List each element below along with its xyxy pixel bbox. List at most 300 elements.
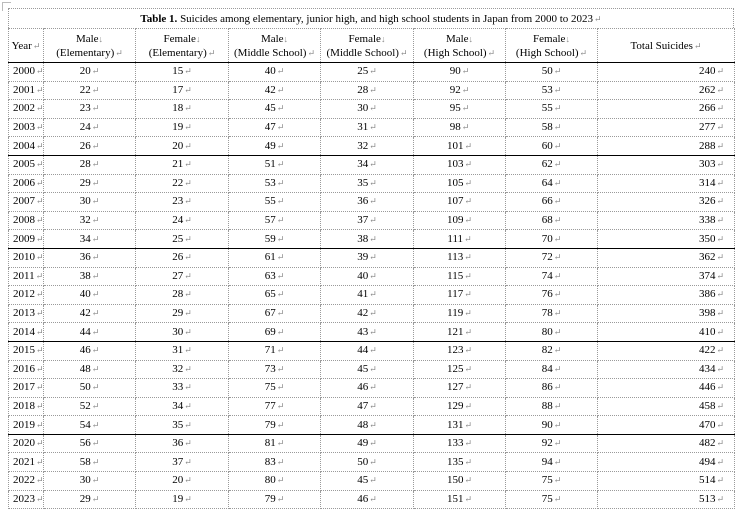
paragraph-mark: ↵ [716, 177, 724, 188]
count-cell [321, 434, 414, 453]
cell-value: 2023 [13, 492, 35, 505]
count-cell [136, 248, 229, 267]
count-cell [321, 155, 414, 174]
cell-value: 37 [172, 455, 184, 468]
count-cell [229, 434, 321, 453]
paragraph-mark: ↵ [461, 103, 470, 114]
cell-value: 23 [172, 195, 184, 208]
column-header-title: Total Suicides [630, 39, 693, 52]
count-cell [44, 248, 136, 267]
table-row [9, 304, 735, 323]
paragraph-mark: ↵ [716, 456, 724, 467]
paragraph-mark: ↵ [716, 363, 724, 374]
paragraph-mark: ↵ [91, 140, 100, 151]
paragraph-mark: ↵ [36, 233, 44, 244]
paragraph-mark: ↵ [276, 289, 285, 300]
paragraph-mark: ↵ [369, 345, 377, 356]
count-cell [229, 286, 321, 305]
paragraph-mark: ↵ [91, 419, 100, 430]
count-cell [229, 323, 321, 342]
total-cell [598, 211, 735, 230]
paragraph-mark: ↵ [369, 66, 377, 77]
count-cell [321, 472, 414, 491]
count-cell [414, 304, 506, 323]
count-cell [229, 267, 321, 286]
line-break-mark: ↓ [468, 33, 474, 44]
cell-value: 2017 [13, 381, 35, 394]
count-cell [136, 490, 229, 509]
paragraph-mark: ↵ [36, 140, 44, 151]
cell-value: 31 [172, 344, 184, 357]
paragraph-mark: ↵ [716, 103, 724, 114]
cell-value: 28 [172, 288, 184, 301]
count-cell [506, 286, 598, 305]
count-cell [506, 248, 598, 267]
suicide-statistics-table [8, 28, 735, 509]
paragraph-mark: ↵ [553, 456, 562, 467]
paragraph-mark: ↵ [369, 419, 377, 430]
paragraph-mark: ↵ [36, 326, 44, 337]
paragraph-mark: ↵ [369, 326, 377, 337]
paragraph-mark: ↵ [553, 84, 562, 95]
paragraph-mark: ↵ [184, 363, 192, 374]
paragraph-mark: ↵ [553, 326, 562, 337]
column-header-subtitle: (Elementary) [56, 46, 115, 59]
count-cell [414, 341, 506, 360]
paragraph-mark: ↵ [716, 326, 724, 337]
cell-value: 29 [172, 307, 184, 320]
table-row [9, 230, 735, 249]
count-cell [506, 453, 598, 472]
count-cell [44, 286, 136, 305]
line-break-mark: ↓ [283, 33, 289, 44]
header-row [9, 29, 735, 63]
cell-value: 277 [698, 121, 716, 134]
cell-value: 29 [79, 492, 91, 505]
count-cell [506, 174, 598, 193]
count-cell [136, 63, 229, 82]
paragraph-mark: ↵ [553, 215, 562, 226]
paragraph-mark: ↵ [369, 196, 377, 207]
table-row [9, 453, 735, 472]
count-cell [229, 341, 321, 360]
cell-value: 42 [79, 307, 91, 320]
cell-value: 22 [172, 176, 184, 189]
cell-value: 44 [357, 344, 369, 357]
count-cell [321, 490, 414, 509]
paragraph-mark: ↵ [553, 196, 562, 207]
total-cell [598, 230, 735, 249]
count-cell [321, 341, 414, 360]
count-cell [229, 174, 321, 193]
count-cell [229, 304, 321, 323]
paragraph-mark: ↵ [276, 140, 285, 151]
cell-value: 28 [79, 158, 91, 171]
paragraph-mark: ↵ [464, 289, 472, 300]
paragraph-mark: ↵ [36, 289, 44, 300]
cell-value: 17 [172, 83, 184, 96]
count-cell [321, 193, 414, 212]
cell-value: 38 [79, 269, 91, 282]
paragraph-mark: ↵ [399, 47, 408, 58]
paragraph-mark: ↵ [464, 326, 473, 337]
cell-value: 40 [264, 65, 276, 78]
cell-value: 29 [79, 176, 91, 189]
count-cell [229, 155, 321, 174]
paragraph-mark: ↵ [276, 159, 285, 170]
paragraph-mark: ↵ [91, 177, 100, 188]
line-break-mark: ↓ [195, 33, 201, 44]
cell-value: 30 [79, 474, 91, 487]
paragraph-mark: ↵ [184, 84, 192, 95]
cell-value: 65 [264, 288, 276, 301]
column-header [9, 29, 44, 63]
paragraph-mark: ↵ [184, 66, 192, 77]
cell-value: 20 [79, 65, 91, 78]
paragraph-mark: ↵ [91, 159, 100, 170]
cell-value: 2018 [13, 399, 35, 412]
cell-value: 90 [449, 65, 461, 78]
total-cell [598, 137, 735, 156]
count-cell [136, 137, 229, 156]
paragraph-mark: ↵ [91, 215, 100, 226]
count-cell [321, 248, 414, 267]
column-header [321, 29, 414, 63]
count-cell [229, 453, 321, 472]
paragraph-mark: ↵ [553, 252, 562, 263]
paragraph-mark: ↵ [369, 177, 377, 188]
cell-value: 46 [357, 381, 369, 394]
paragraph-mark: ↵ [369, 289, 377, 300]
cell-value: 49 [357, 437, 369, 450]
paragraph-mark: ↵ [716, 84, 724, 95]
paragraph-mark: ↵ [207, 47, 216, 58]
paragraph-mark: ↵ [36, 475, 44, 486]
paragraph-mark: ↵ [553, 159, 562, 170]
count-cell [44, 193, 136, 212]
count-cell [44, 360, 136, 379]
cell-value: 32 [172, 362, 184, 375]
year-cell [9, 490, 44, 509]
cell-value: 2004 [13, 139, 35, 152]
count-cell [414, 472, 506, 491]
cell-value: 2010 [13, 251, 35, 264]
cell-value: 45 [264, 102, 276, 115]
total-cell [598, 360, 735, 379]
cell-value: 49 [264, 139, 276, 152]
paragraph-mark: ↵ [307, 47, 315, 58]
count-cell [414, 230, 506, 249]
cell-value: 27 [172, 269, 184, 282]
paragraph-mark: ↵ [369, 122, 377, 133]
cell-value: 70 [541, 232, 553, 245]
column-header-subtitle: (High School) [423, 46, 487, 59]
cell-value: 95 [449, 102, 461, 115]
paragraph-mark: ↵ [184, 438, 192, 449]
column-header-title: Female [533, 32, 566, 45]
cell-value: 125 [446, 362, 464, 375]
count-cell [229, 360, 321, 379]
paragraph-mark: ↵ [716, 345, 724, 356]
count-cell [229, 100, 321, 119]
count-cell [44, 323, 136, 342]
table-row [9, 100, 735, 119]
paragraph-mark: ↵ [464, 252, 472, 263]
count-cell [136, 323, 229, 342]
cell-value: 2021 [13, 455, 35, 468]
cell-value: 78 [541, 307, 553, 320]
count-cell [44, 434, 136, 453]
count-cell [229, 397, 321, 416]
column-header-subtitle: (Middle School) [234, 46, 307, 59]
cell-value: 60 [541, 139, 553, 152]
count-cell [321, 211, 414, 230]
count-cell [136, 230, 229, 249]
count-cell [44, 490, 136, 509]
count-cell [414, 490, 506, 509]
cell-value: 80 [264, 474, 276, 487]
paragraph-mark: ↵ [276, 419, 285, 430]
total-cell [598, 379, 735, 398]
count-cell [136, 397, 229, 416]
count-cell [414, 100, 506, 119]
year-cell [9, 211, 44, 230]
paragraph-mark: ↵ [464, 475, 473, 486]
table-row [9, 341, 735, 360]
cell-value: 129 [446, 399, 464, 412]
count-cell [44, 379, 136, 398]
count-cell [506, 397, 598, 416]
cell-value: 470 [698, 418, 716, 431]
column-header-subtitle: (High School) [515, 46, 579, 59]
count-cell [44, 155, 136, 174]
cell-value: 24 [172, 214, 184, 227]
cell-value: 127 [446, 381, 464, 394]
count-cell [136, 416, 229, 435]
cell-value: 76 [541, 288, 553, 301]
count-cell [506, 490, 598, 509]
cell-value: 81 [264, 437, 276, 450]
table-header [9, 29, 735, 63]
paragraph-mark: ↵ [369, 233, 377, 244]
caption-label: Table 1. [140, 13, 178, 25]
total-cell [598, 472, 735, 491]
paragraph-mark: ↵ [369, 252, 377, 263]
count-cell [414, 379, 506, 398]
paragraph-mark: ↵ [36, 84, 44, 95]
cell-value: 40 [357, 269, 369, 282]
paragraph-mark: ↵ [464, 140, 473, 151]
table-row [9, 248, 735, 267]
count-cell [44, 230, 136, 249]
cell-value: 34 [357, 158, 369, 171]
paragraph-mark: ↵ [91, 475, 100, 486]
count-cell [506, 193, 598, 212]
paragraph-mark: ↵ [91, 382, 100, 393]
count-cell [136, 341, 229, 360]
paragraph-mark: ↵ [553, 233, 562, 244]
total-cell [598, 453, 735, 472]
cell-value: 32 [79, 214, 91, 227]
count-cell [136, 118, 229, 137]
count-cell [44, 472, 136, 491]
table-row [9, 118, 735, 137]
cell-value: 61 [264, 251, 276, 264]
column-header-subtitle: (Elementary) [148, 46, 207, 59]
count-cell [44, 416, 136, 435]
cell-value: 75 [264, 381, 276, 394]
cell-value: 45 [357, 362, 369, 375]
cell-value: 57 [264, 214, 276, 227]
count-cell [414, 416, 506, 435]
paragraph-mark: ↵ [464, 363, 473, 374]
paragraph-mark: ↵ [35, 270, 44, 281]
paragraph-mark: ↵ [369, 270, 377, 281]
paragraph-mark: ↵ [553, 103, 562, 114]
count-cell [321, 360, 414, 379]
paragraph-mark: ↵ [461, 122, 470, 133]
paragraph-mark: ↵ [36, 215, 44, 226]
cell-value: 514 [698, 474, 716, 487]
cell-value: 240 [698, 65, 716, 78]
paragraph-mark: ↵ [464, 493, 473, 504]
paragraph-mark: ↵ [91, 289, 100, 300]
count-cell [321, 323, 414, 342]
year-cell [9, 193, 44, 212]
count-cell [229, 118, 321, 137]
count-cell [321, 137, 414, 156]
paragraph-mark: ↵ [553, 270, 562, 281]
paragraph-mark: ↵ [36, 363, 44, 374]
paragraph-mark: ↵ [716, 475, 724, 486]
cell-value: 35 [172, 418, 184, 431]
paragraph-mark: ↵ [91, 363, 100, 374]
paragraph-mark: ↵ [36, 252, 44, 263]
count-cell [321, 416, 414, 435]
cell-value: 55 [541, 102, 553, 115]
cell-value: 69 [264, 325, 276, 338]
count-cell [321, 453, 414, 472]
cell-value: 30 [172, 325, 184, 338]
cell-value: 62 [541, 158, 553, 171]
count-cell [136, 267, 229, 286]
count-cell [414, 81, 506, 100]
year-cell [9, 248, 44, 267]
cell-value: 113 [447, 251, 464, 264]
cell-value: 79 [264, 418, 276, 431]
count-cell [44, 267, 136, 286]
year-cell [9, 174, 44, 193]
cell-value: 92 [449, 83, 461, 96]
paragraph-mark: ↵ [276, 233, 285, 244]
cell-value: 2000 [13, 65, 35, 78]
cell-value: 56 [79, 437, 91, 450]
paragraph-mark: ↵ [369, 382, 377, 393]
paragraph-mark: ↵ [91, 438, 100, 449]
year-cell [9, 267, 44, 286]
cell-value: 350 [698, 232, 716, 245]
cell-value: 58 [79, 455, 91, 468]
count-cell [506, 379, 598, 398]
paragraph-mark: ↵ [184, 475, 192, 486]
paragraph-mark: ↵ [553, 289, 562, 300]
paragraph-mark: ↵ [464, 308, 472, 319]
paragraph-mark: ↵ [464, 196, 473, 207]
cell-value: 50 [357, 455, 369, 468]
cell-value: 42 [357, 307, 369, 320]
year-cell [9, 100, 44, 119]
count-cell [414, 174, 506, 193]
paragraph-mark: ↵ [276, 252, 285, 263]
paragraph-mark: ↵ [91, 270, 100, 281]
cell-value: 44 [79, 325, 91, 338]
paragraph-mark: ↵ [369, 438, 377, 449]
count-cell [229, 472, 321, 491]
table-row [9, 323, 735, 342]
paragraph-mark: ↵ [369, 308, 377, 319]
table-row [9, 211, 735, 230]
cell-value: 39 [357, 251, 369, 264]
count-cell [136, 155, 229, 174]
count-cell [136, 379, 229, 398]
paragraph-mark: ↵ [184, 456, 192, 467]
cell-value: 117 [447, 288, 464, 301]
count-cell [229, 81, 321, 100]
paragraph-mark: ↵ [91, 308, 100, 319]
column-header [136, 29, 229, 63]
year-cell [9, 341, 44, 360]
count-cell [136, 360, 229, 379]
table-row [9, 267, 735, 286]
cell-value: 20 [172, 474, 184, 487]
count-cell [136, 304, 229, 323]
paragraph-mark: ↵ [594, 14, 602, 24]
paragraph-mark: ↵ [36, 159, 44, 170]
cell-value: 66 [541, 195, 553, 208]
paragraph-mark: ↵ [36, 122, 44, 133]
cell-value: 2019 [13, 418, 35, 431]
column-header [229, 29, 321, 63]
count-cell [506, 341, 598, 360]
paragraph-mark: ↵ [369, 363, 377, 374]
column-header-title: Male [445, 32, 469, 45]
total-cell [598, 248, 735, 267]
paragraph-mark: ↵ [36, 493, 44, 504]
cell-value: 48 [79, 362, 91, 375]
cell-value: 2006 [13, 176, 35, 189]
cell-value: 262 [698, 83, 716, 96]
paragraph-mark: ↵ [184, 326, 192, 337]
cell-value: 50 [79, 381, 91, 394]
paragraph-mark: ↵ [91, 122, 100, 133]
paragraph-mark: ↵ [553, 400, 562, 411]
paragraph-mark: ↵ [184, 140, 192, 151]
cell-value: 94 [541, 455, 553, 468]
cell-value: 55 [264, 195, 276, 208]
cell-value: 133 [446, 437, 464, 450]
paragraph-mark: ↵ [276, 270, 285, 281]
cell-value: 101 [446, 139, 464, 152]
count-cell [229, 193, 321, 212]
count-cell [136, 193, 229, 212]
column-header [414, 29, 506, 63]
count-cell [229, 137, 321, 156]
paragraph-mark: ↵ [553, 363, 562, 374]
paragraph-mark: ↵ [36, 400, 44, 411]
margin-corner-mark [2, 2, 11, 11]
count-cell [229, 416, 321, 435]
count-cell [229, 490, 321, 509]
